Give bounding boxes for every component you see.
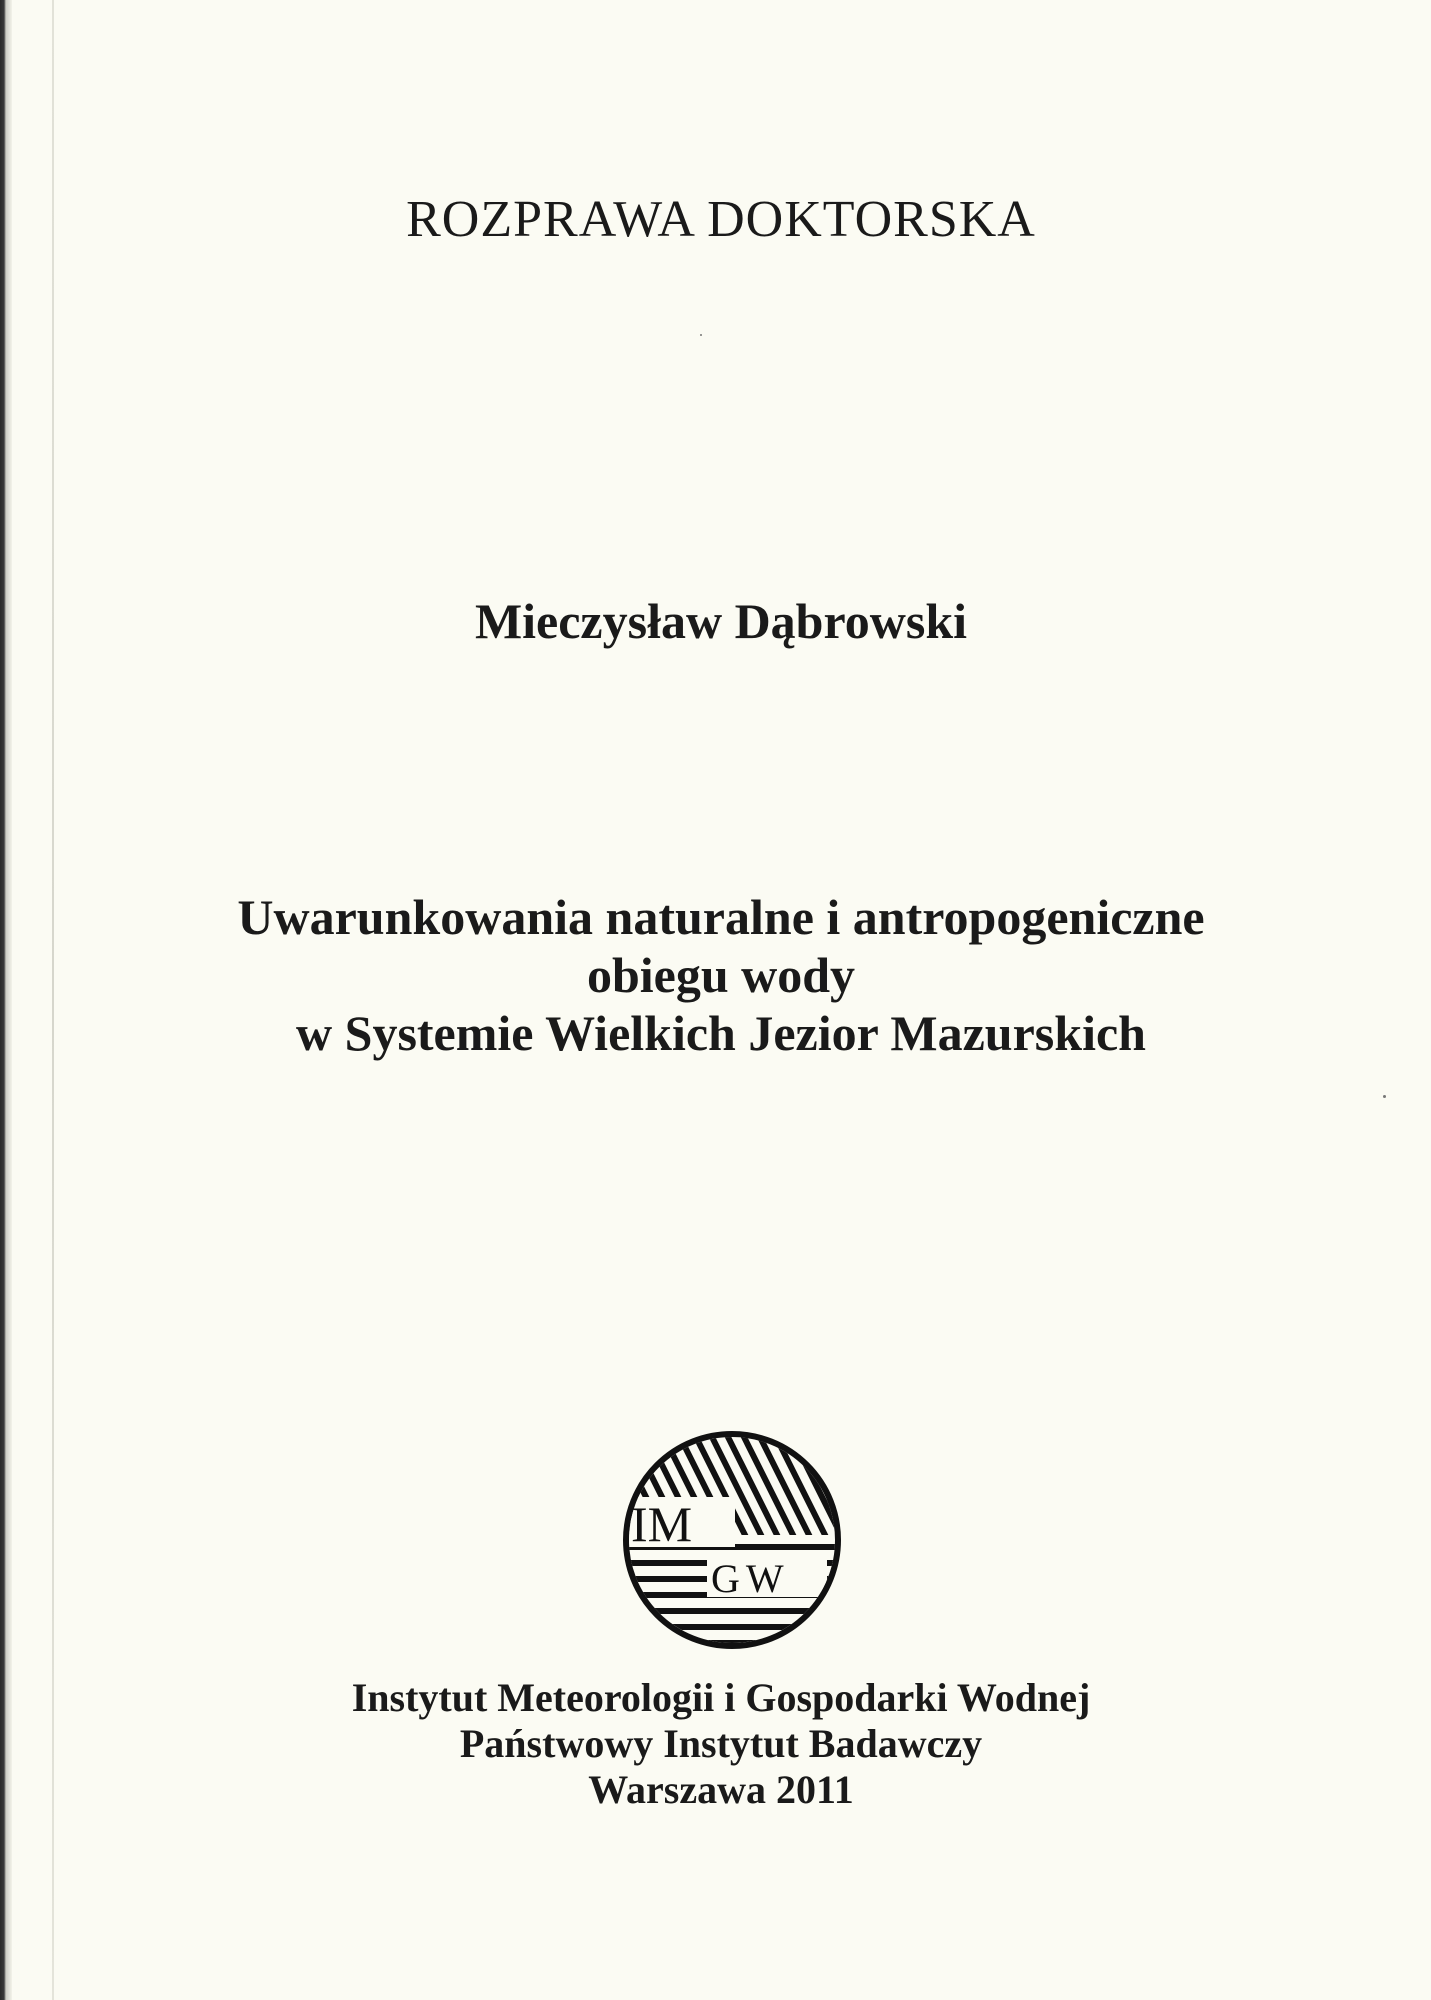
publisher-institute: Instytut Meteorologii i Gospodarki Wodnej [351, 1675, 1091, 1720]
thesis-title-line-1: Uwarunkowania naturalne i antropogeniczne [237, 889, 1205, 945]
thesis-title [60, 888, 1382, 1062]
author-name: Mieczysław Dąbrowski [474, 593, 968, 649]
title-page [60, 0, 1431, 2000]
thesis-title-line-3: w Systemie Wielkich Jezior Mazurskich [296, 1005, 1146, 1061]
publisher-institute-subtitle: Państwowy Instytut Badawczy [459, 1721, 983, 1766]
logo-text-im: IM [631, 1496, 693, 1552]
scan-edge [0, 0, 12, 2000]
scan-speck [1383, 1095, 1386, 1098]
imgw-logo-icon [617, 1425, 847, 1655]
page-fold-line [52, 0, 54, 2000]
publisher-block [60, 1675, 1382, 1813]
publication-place-year: Warszawa 2011 [588, 1767, 854, 1812]
document-type-heading: ROZPRAWA DOKTORSKA [406, 191, 1036, 248]
thesis-title-line-2: obiegu wody [586, 947, 856, 1003]
logo-text-gw: GW [711, 1556, 790, 1601]
scan-speck [700, 334, 702, 336]
